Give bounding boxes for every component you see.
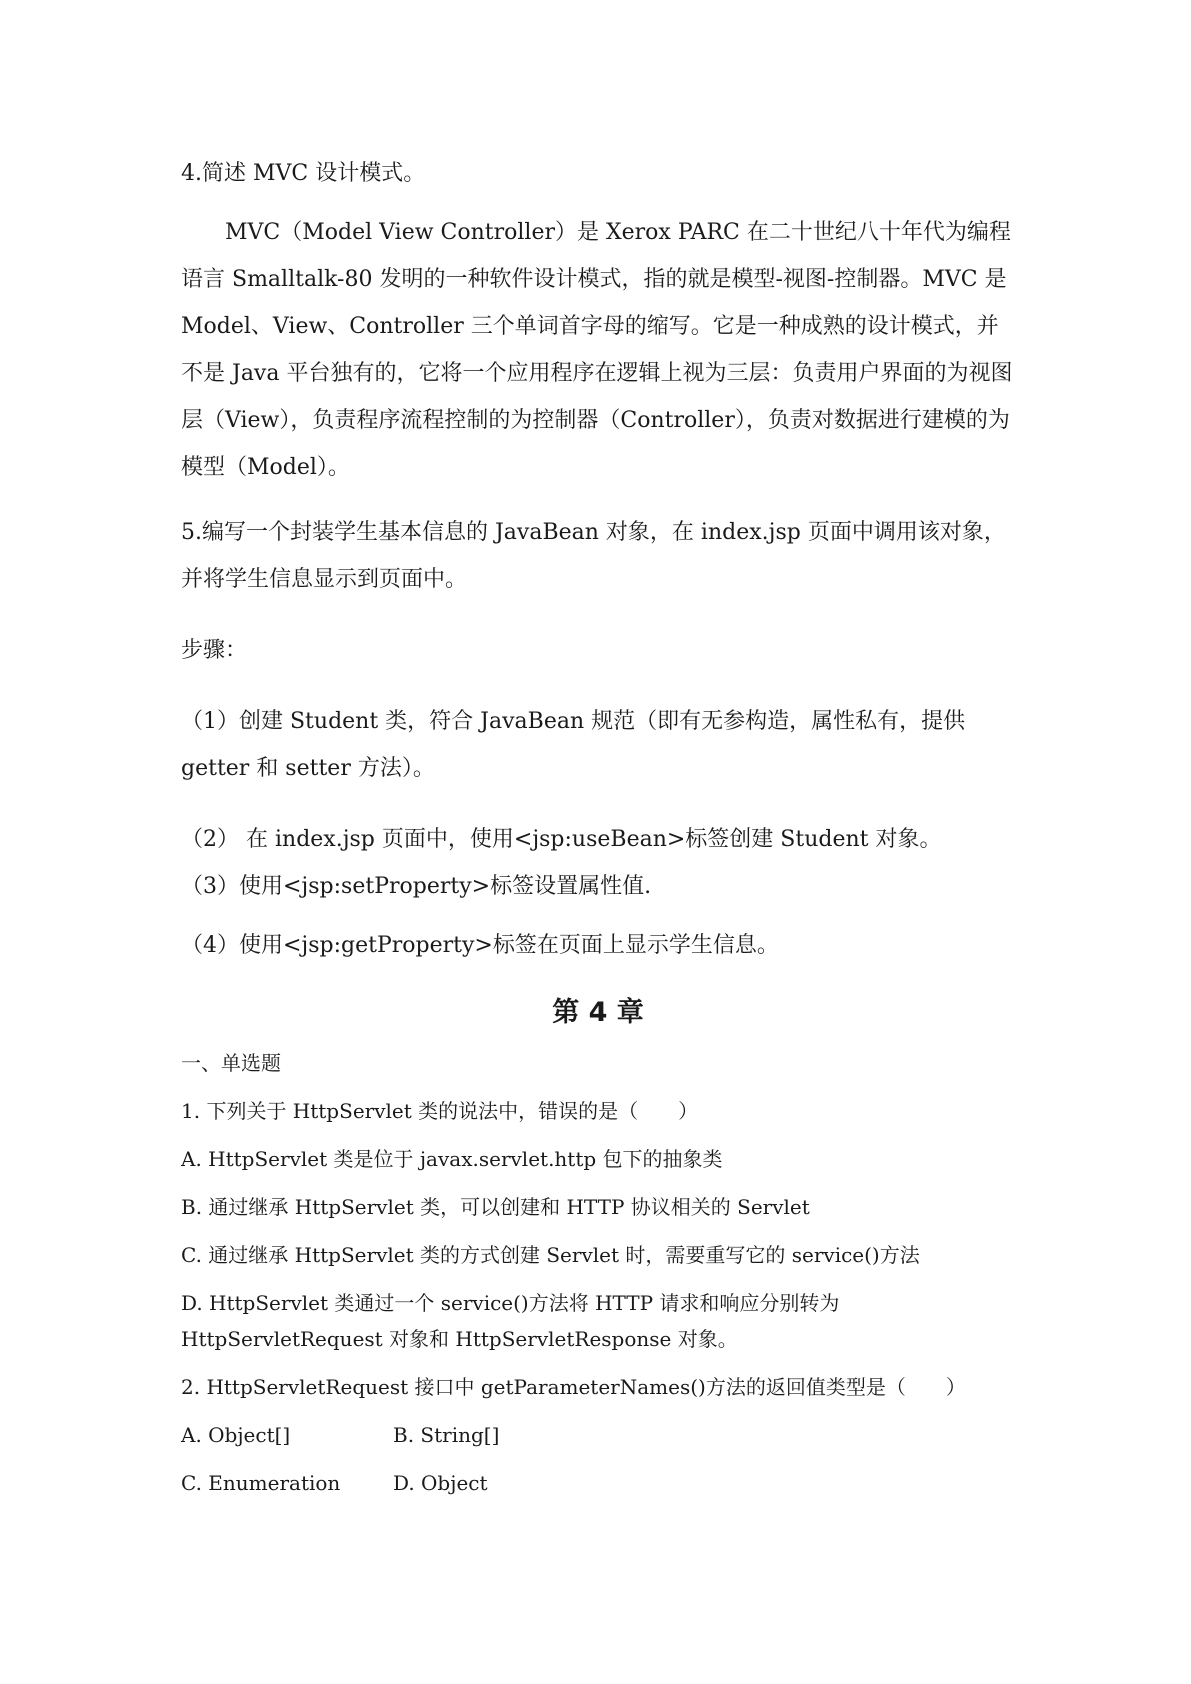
- q4-answer: MVC（Model View Controller）是 Xerox PARC 在二十世纪八十年代为编程语言 Smalltalk-80 发明的一种软件设计模式，指的就是模型-视图-控制器。MVC 是 Model、View、Controller 三个单词首字母的缩写。它是一种成熟的设计模式，并不是 Java 平台独有的，它将一个应用程序在逻辑上视为三层：负责用户界面的为视图层（View），负责程序流程控制的为控制器（Controller），负责对数据进行建模的为模型（Model）。: [181, 220, 1013, 480]
- document-page: [181, 150, 1015, 1501]
- q5-step-2: （2） 在 index.jsp 页面中，使用<jsp:useBean>标签创建 Student 对象。: [181, 827, 942, 852]
- mcq-1-option-d: D. HttpServlet 类通过一个 service()方法将 HTTP 请求和响应分别转为 HttpServletRequest 对象和 HttpServletResponse 对象。: [181, 1291, 840, 1351]
- q5-step-3: （3）使用<jsp:setProperty>标签设置属性值.: [181, 874, 652, 899]
- mcq-1-option-c: C. 通过继承 HttpServlet 类的方式创建 Servlet 时，需要重写它的 service()方法: [181, 1243, 920, 1267]
- q5-steps-label: 步骤：: [181, 638, 248, 663]
- q4-question: 4.简述 MVC 设计模式。: [181, 161, 426, 186]
- section-heading: 一、单选题: [181, 1051, 281, 1075]
- mcq-2-option-a: A. Object[]: [181, 1423, 291, 1447]
- q5-question: 5.编写一个封装学生基本信息的 JavaBean 对象，在 index.jsp 页面中调用该对象，并将学生信息显示到页面中。: [181, 520, 1006, 592]
- mcq-1-option-b: B. 通过继承 HttpServlet 类，可以创建和 HTTP 协议相关的 Servlet: [181, 1195, 810, 1219]
- mcq-2-stem: 2. HttpServletRequest 接口中 getParameterNames()方法的返回值类型是（ ）: [181, 1375, 966, 1399]
- mcq-2-option-d: D. Object: [393, 1471, 488, 1495]
- mcq-1-option-a: A. HttpServlet 类是位于 javax.servlet.http 包下的抽象类: [181, 1147, 723, 1171]
- chapter-title: 第 4 章: [552, 997, 644, 1028]
- mcq-2-options-row-2: [181, 1465, 1015, 1501]
- mcq-2-option-b: B. String[]: [393, 1423, 500, 1447]
- mcq-2-options-row-1: [181, 1417, 1015, 1453]
- mcq-1-stem: 1. 下列关于 HttpServlet 类的说法中，错误的是（ ）: [181, 1099, 699, 1123]
- q5-step-1: （1）创建 Student 类，符合 JavaBean 规范（即有无参构造，属性私有，提供 getter 和 setter 方法）。: [181, 709, 966, 781]
- mcq-2-option-c: C. Enumeration: [181, 1471, 341, 1495]
- q5-step-4: （4）使用<jsp:getProperty>标签在页面上显示学生信息。: [181, 933, 779, 958]
